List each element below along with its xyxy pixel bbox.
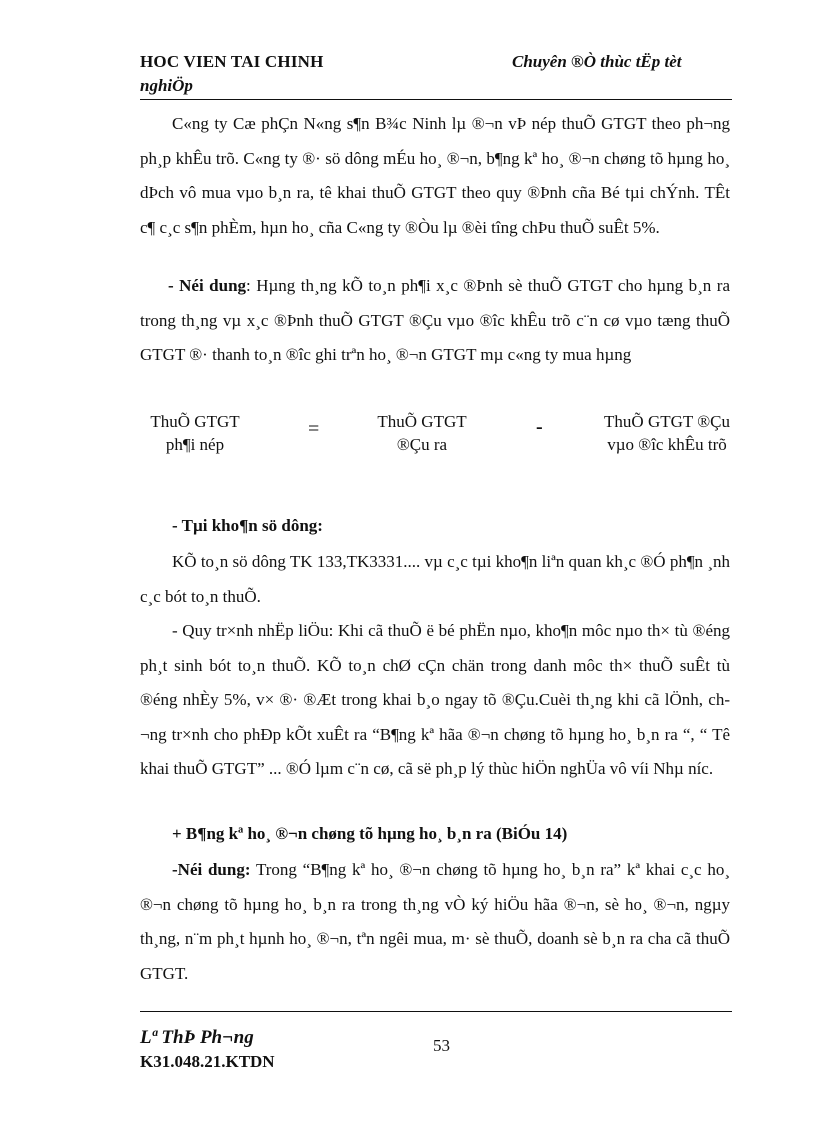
paragraph-text xyxy=(140,817,730,852)
paragraph-invoice-list-content xyxy=(140,853,730,991)
footer-author-name: Lª ThÞ Ph¬ng xyxy=(140,1027,254,1048)
paragraph-text: KÕ to¸n sö dông TK 133,TK3331.... vµ c¸c tµi kho¶n liªn quan kh¸c ®Ó ph¶n ¸nh c¸c bót to¸n thuÕ. xyxy=(140,552,730,606)
paragraph-text: C«ng ty Cæ phÇn N«ng s¶n B¾c Ninh lµ ®¬n vÞ nép thuÕ GTGT theo ph¬ng ph¸p khÊu trõ. C«ng ty ®· sö dông mÉu ho¸ ®¬n, b¶ng kª ho¸ ®¬n chøng tõ hµng ho¸ dÞch vô mua vµo b¸n ra, tê khai thuÕ GTGT theo quy ®Þnh cña Bé tµi chÝnh. TÊt c¶ c¸c s¶n phÈm, hµn ho¸ cña C«ng ty ®Òu lµ ®èi tîng chÞu thuÕ suÊt 5%. xyxy=(140,114,730,237)
paragraph-label: + B¶ng kª ho¸ ®¬n chøng tõ hµng ho¸ b¸n ra (BiÓu 14) xyxy=(172,824,568,843)
paragraph-label: - Tµi kho¶n sö dông: xyxy=(172,516,323,535)
paragraph-accounts-heading xyxy=(140,509,730,544)
paragraph-input-procedure xyxy=(140,614,730,787)
footer-student-code: K31.048.21.KTDN xyxy=(140,1052,275,1071)
header-institution-continuation: nghiÖp xyxy=(140,76,193,95)
paragraph-text xyxy=(140,509,730,544)
page-number: 53 xyxy=(433,1036,450,1055)
paragraph-body: Trong “B¶ng kª ho¸ ®¬n chøng tõ hµng ho¸ b¸n ra” kª khai c¸c ho¸ ®¬n chøng tõ hµng ho¸ b¸n ra trong th¸ng vÒ ký hiÖu hãa ®¬n, sè ho¸ ®¬n, ngµy th¸ng, n¨m ph¸t hµnh ho¸ ®¬n, tªn ngêi mua, m· sè thuÕ, doanh sè b¸n ra cha cã thuÕ GTGT. xyxy=(140,860,731,983)
formula-deductible-input-vat: ThuÕ GTGT ®Çu vµo ®îc khÊu trõ xyxy=(604,412,730,454)
paragraph-text xyxy=(140,853,730,991)
header-divider xyxy=(140,99,732,100)
paragraph-company-tax xyxy=(140,107,730,245)
paragraph-text xyxy=(140,269,730,373)
paragraph-label: -Néi dung: xyxy=(172,860,251,879)
paragraph-body: : Hµng th¸ng kÕ to¸n ph¶i x¸c ®Þnh sè thuÕ GTGT cho hµng b¸n ra trong th¸ng vµ x¸c ®Þnh thuÕ GTGT ®Çu vµo ®îc khÊu trõ c¨n cø vµo tæng thuÕ GTGT ®· thanh to¸n ®îc ghi trªn ho¸ ®¬n GTGT mµ c«ng ty mua hµng xyxy=(140,276,730,364)
paragraph-label: - Néi dung xyxy=(168,276,247,295)
formula-minus-sign: - xyxy=(536,416,543,438)
paragraph-invoice-list-heading xyxy=(140,817,730,852)
formula-equals-sign: = xyxy=(308,418,320,440)
footer-divider xyxy=(140,1011,732,1012)
paragraph-accounts xyxy=(140,545,730,614)
formula-output-vat: ThuÕ GTGT ®Çu ra xyxy=(377,412,467,454)
header-institution: HOC VIEN TAI CHINH xyxy=(140,52,324,71)
vat-formula xyxy=(140,410,732,490)
paragraph-text: - Quy tr×nh nhËp liÖu: Khi cã thuÕ ë bé phËn nµo, kho¶n môc nµo th× tù ®éng ph¸t sinh bót to¸n thuÕ. KÕ to¸n chØ cÇn chän trong danh môc th× thuÕ suÊt tù ®éng nhÈy 5%, v× ®· ®Æt trong khai b¸o ngay tõ ®Çu.Cuèi th¸ng khi cã lÖnh, ch¬ng tr×nh cho phÐp kÕt xuÊt ra “B¶ng kª hãa ®¬n chøng tõ hµng ho¸ b¸n ra “, “ Tê khai thuÕ GTGT” ... ®Ó lµm c¨n cø, cã së ph¸p lý thùc hiÖn nghÜa vô víi Nhµ níc. xyxy=(140,621,730,778)
formula-vat-payable: ThuÕ GTGT ph¶i nép xyxy=(150,412,240,454)
paragraph-content xyxy=(140,269,730,373)
header-report-title: Chuyên ®Ò thùc tËp tèt xyxy=(512,52,682,71)
